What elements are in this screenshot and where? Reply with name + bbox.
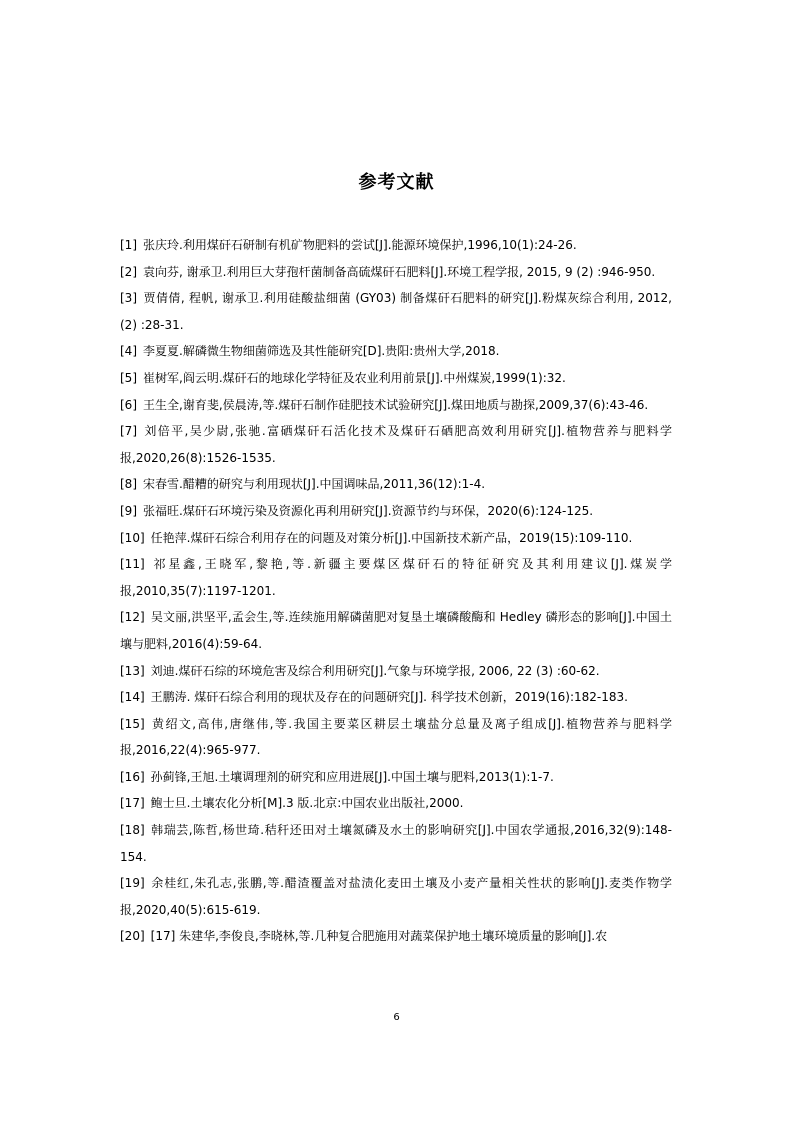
reference-number: [20] <box>120 929 145 944</box>
reference-number: [2] <box>120 264 137 279</box>
reference-item <box>120 285 672 338</box>
reference-item <box>120 365 672 392</box>
reference-number: [7] <box>120 424 137 439</box>
reference-item <box>120 658 672 685</box>
reference-item <box>120 923 672 950</box>
reference-item <box>120 259 672 286</box>
reference-text: 祁星鑫,王晓军,黎艳,等.新疆主要煤区煤矸石的特征研究及其利用建议[J].煤炭学报,2010,35(7):1197-1201. <box>120 557 672 598</box>
reference-number: [1] <box>120 238 137 252</box>
reference-number: [12] <box>120 610 145 625</box>
reference-text: 刘倍平,吴少尉,张驰.富硒煤矸石活化技术及煤矸石硒肥高效利用研究[J].植物营养与肥料学报,2020,26(8):1526-1535. <box>120 424 672 465</box>
reference-number: [16] <box>120 769 145 784</box>
reference-text: 王生全,谢育斐,侯晨涛,等.煤矸石制作硅肥技术试验研究[J].煤田地质与勘探,2009,37(6):43-46. <box>143 397 649 412</box>
reference-number: [10] <box>120 530 145 545</box>
reference-number: [19] <box>120 876 145 891</box>
reference-number: [6] <box>120 397 137 412</box>
reference-item <box>120 418 672 471</box>
reference-item <box>120 498 672 525</box>
reference-text: [17] 朱建华,李俊良,李晓林,等.几种复合肥施用对蔬菜保护地土壤环境质量的影响[J].农 <box>150 929 608 944</box>
reference-text: 任艳萍.煤矸石综合利用存在的问题及对策分析[J].中国新技术新产品，2019(15):109-110. <box>150 530 633 545</box>
reference-item <box>120 525 672 552</box>
reference-number: [14] <box>120 690 145 705</box>
reference-text: 张庆玲.利用煤矸石研制有机矿物肥料的尝试[J].能源环境保护,1996,10(1):24-26. <box>143 238 577 252</box>
reference-item <box>120 764 672 791</box>
reference-item <box>120 817 672 870</box>
page-number: 6 <box>393 1012 400 1023</box>
reference-text: 宋春雪.醋糟的研究与利用现状[J].中国调味品,2011,36(12):1-4. <box>143 477 486 492</box>
reference-text: 李夏夏.解磷微生物细菌筛选及其性能研究[D].贵阳:贵州大学,2018. <box>143 344 500 359</box>
reference-text: 刘迪.煤矸石综的环境危害及综合利用研究[J].气象与环境学报, 2006, 22 (3) :60-62. <box>150 663 600 678</box>
reference-number: [4] <box>120 344 137 359</box>
reference-text: 张福旺.煤矸石环境污染及资源化再利用研究[J].资源节约与环保，2020(6):124-125. <box>143 503 594 518</box>
reference-text: 王鹏涛. 煤矸石综合利用的现状及存在的问题研究[J]. 科学技术创新，2019(16):182-183. <box>150 690 628 705</box>
reference-number: [8] <box>120 477 137 492</box>
reference-item <box>120 471 672 498</box>
page-title: 参考文献 <box>358 172 435 193</box>
reference-number: [9] <box>120 503 137 518</box>
reference-list <box>120 232 672 950</box>
reference-text: 孙蓟锋,王旭.土壤调理剂的研究和应用进展[J].中国土壤与肥料,2013(1):1-7. <box>150 769 554 784</box>
reference-number: [18] <box>120 823 145 838</box>
reference-item <box>120 338 672 365</box>
reference-text: 袁向芬, 谢承卫.利用巨大芽孢杆菌制备高硫煤矸石肥料[J].环境工程学报, 2015, 9 (2) :946-950. <box>143 264 656 279</box>
reference-number: [3] <box>120 291 137 306</box>
reference-text: 吴文丽,洪坚平,孟会生,等.连续施用解磷菌肥对复垦土壤磷酸酶和 Hedley 磷形态的影响[J].中国土壤与肥料,2016(4):59-64. <box>120 610 672 651</box>
reference-number: [5] <box>120 370 137 385</box>
reference-number: [15] <box>120 716 145 731</box>
reference-text: 贾倩倩, 程帆, 谢承卫.利用硅酸盐细菌 (GY03) 制备煤矸石肥料的研究[J].粉煤灰综合利用, 2012, (2) :28-31. <box>120 291 672 332</box>
reference-item <box>120 684 672 711</box>
reference-item <box>120 790 672 817</box>
reference-number: [13] <box>120 663 145 678</box>
reference-text: 黄绍文,高伟,唐继伟,等.我国主要菜区耕层土壤盐分总量及离子组成[J].植物营养与肥料学报,2016,22(4):965-977. <box>120 716 672 758</box>
reference-text: 余桂红,朱孔志,张鹏,等.醋渣覆盖对盐渍化麦田土壤及小麦产量相关性状的影响[J].麦类作物学报,2020,40(5):615-619. <box>120 876 672 917</box>
reference-text: 鲍士旦.土壤农化分析[M].3 版.北京:中国农业出版社,2000. <box>150 796 464 811</box>
reference-item <box>120 604 672 657</box>
reference-text: 崔树军,阎云明.煤矸石的地球化学特征及农业利用前景[J].中州煤炭,1999(1):32. <box>143 370 566 385</box>
reference-number: [11] <box>120 557 145 572</box>
reference-item <box>120 392 672 419</box>
reference-number: [17] <box>120 796 145 811</box>
reference-item <box>120 870 672 923</box>
reference-item <box>120 232 672 259</box>
reference-item <box>120 551 672 604</box>
reference-text: 韩瑞芸,陈哲,杨世琦.秸秆还田对土壤氮磷及水土的影响研究[J].中国农学通报,2016,32(9):148-154. <box>120 823 672 864</box>
reference-item <box>120 711 672 764</box>
